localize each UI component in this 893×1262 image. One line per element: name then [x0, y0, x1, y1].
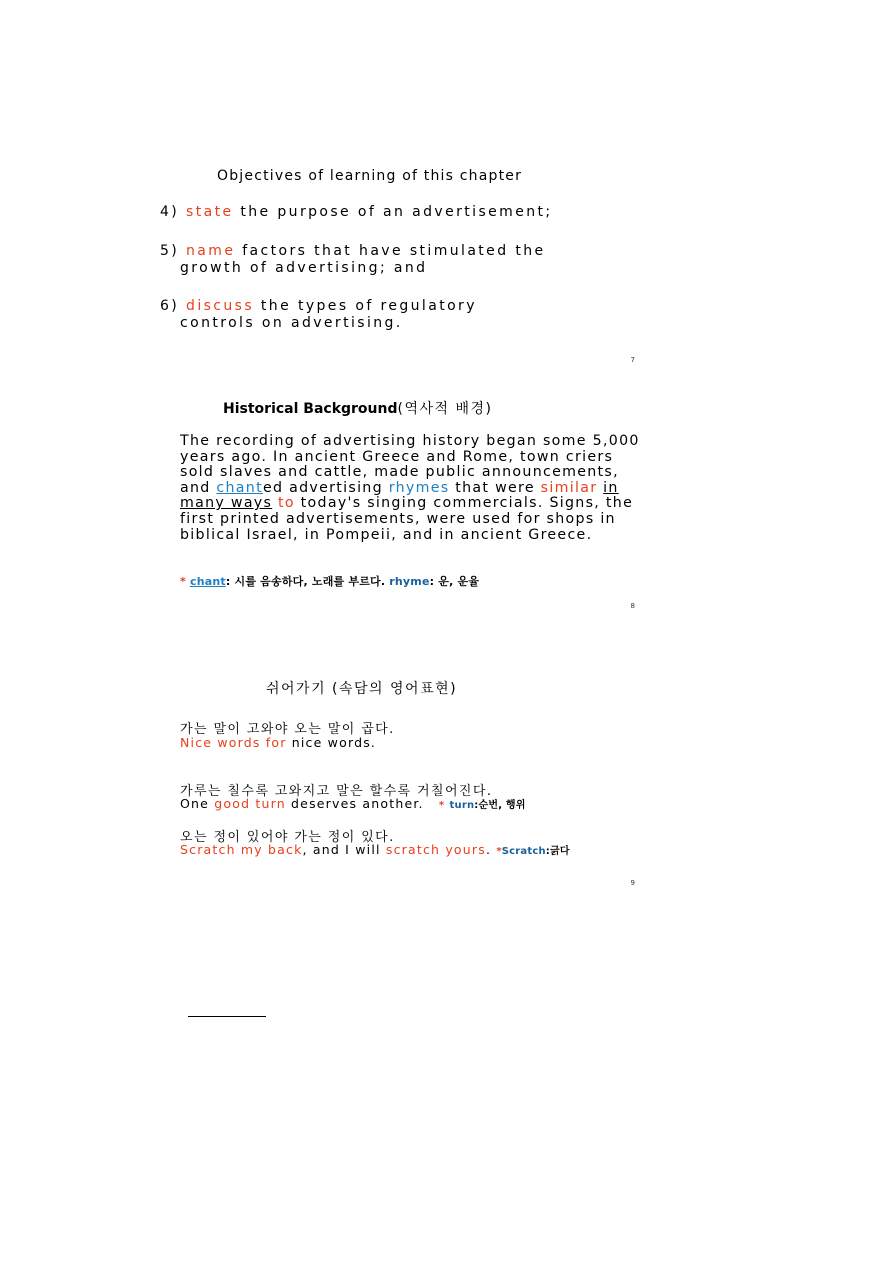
item-number: 4)	[160, 204, 180, 220]
note-word-scratch: Scratch	[501, 846, 546, 857]
note-def: :긁다	[545, 846, 570, 857]
proverb-highlight: Scratch my back	[180, 842, 303, 857]
item-verb: name	[186, 243, 236, 259]
page-number: 8	[630, 602, 635, 610]
item-verb: state	[186, 204, 234, 220]
proverb-korean: 가루는 칠수록 고와지고 말은 할수록 거칠어진다.	[180, 784, 493, 799]
slide-title	[223, 398, 493, 418]
word-to: to	[278, 495, 295, 512]
proverb-highlight: scratch yours	[385, 842, 486, 857]
note-def: :순번, 행위	[474, 800, 526, 811]
word-similar: similar	[540, 479, 598, 496]
proverb-highlight: good turn	[214, 796, 286, 811]
item-text: the types of regulatory	[260, 298, 477, 314]
note-star: *	[496, 846, 502, 857]
note-word-turn: turn	[449, 800, 475, 811]
note-word-rhyme: rhyme	[389, 575, 430, 588]
proverb-highlight: Nice words for	[180, 735, 287, 750]
note-def: : 시를 음송하다, 노래를 부르다.	[225, 575, 386, 588]
proverb-text: One	[180, 796, 210, 811]
proverb-english	[180, 842, 570, 857]
phrase-in-many-ways: in many ways	[180, 479, 619, 512]
proverb-text: , and I will	[302, 842, 381, 857]
objective-item-4	[160, 204, 553, 221]
footnote-separator	[188, 1016, 266, 1017]
page-number: 7	[630, 356, 635, 364]
word-rhymes: rhymes	[388, 479, 450, 496]
objective-item-6	[160, 298, 477, 332]
note-star: *	[180, 575, 186, 588]
note-word-chant: chant	[189, 575, 226, 588]
paragraph-text: advertising	[289, 479, 383, 496]
item-number: 5)	[160, 243, 180, 259]
proverb-english	[180, 796, 526, 811]
note-star: *	[438, 800, 445, 811]
word-chant: chant	[216, 479, 263, 496]
item-text-cont: growth of advertising; and	[180, 260, 428, 276]
item-text-cont: controls on advertising.	[180, 315, 403, 331]
proverb-text: deserves another.	[291, 796, 424, 811]
item-text: factors that have stimulated the	[242, 243, 546, 259]
proverb-korean: 가는 말이 고와야 오는 말이 곱다.	[180, 722, 395, 737]
paragraph-text: today's singing commercials. Signs, the first printed advertisements, were used for shops in biblical Israel, in Pompeii, and in ancient Greece.	[180, 495, 634, 543]
history-paragraph	[180, 434, 640, 543]
page-number: 9	[630, 879, 635, 887]
slide-title: Objectives of learning of this chapter	[217, 168, 523, 184]
title-korean: (역사적 배경)	[397, 401, 493, 417]
item-text: the purpose of an advertisement;	[240, 204, 553, 220]
word-ed: ed	[262, 479, 284, 496]
proverb-english	[180, 735, 376, 750]
slide-title: 쉬어가기 (속담의 영어표현)	[266, 681, 458, 697]
paragraph-text: The recording of advertising history began some 5,000 years ago. In ancient Greece and Rome, town criers sold slaves and cattle, made public announcements, and	[180, 433, 640, 496]
proverb-text: .	[485, 842, 492, 857]
vocab-note	[180, 573, 479, 589]
note-def: : 운, 운율	[429, 575, 480, 588]
paragraph-text: that were	[455, 479, 535, 496]
objective-item-5	[160, 243, 546, 277]
title-english: Historical Background	[223, 401, 398, 417]
item-number: 6)	[160, 298, 180, 314]
proverb-korean: 오는 정이 있어야 가는 정이 있다.	[180, 830, 395, 845]
item-verb: discuss	[186, 298, 255, 314]
proverb-text: nice words.	[291, 735, 377, 750]
